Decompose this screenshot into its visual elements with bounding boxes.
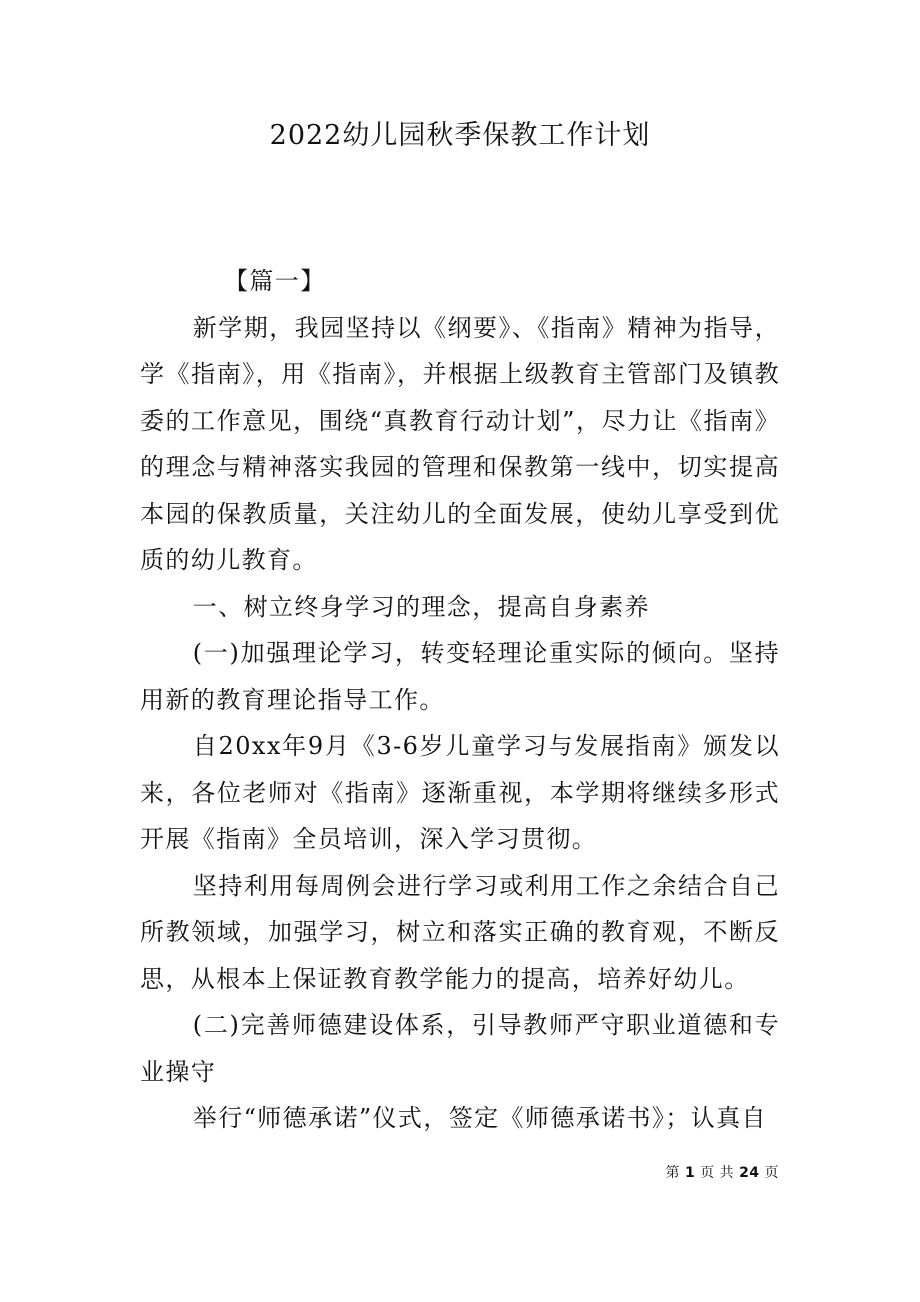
paragraph-guide-release: 自20xx年9月《3-6岁儿童学习与发展指南》颁发以来，各位老师对《指南》逐渐重视，本学期将继续多形式开展《指南》全员培训，深入学习贯彻。	[140, 732, 780, 853]
chapter-heading: 【篇一】	[224, 267, 326, 295]
section-heading-1: 一、树立终身学习的理念，提高自身素养	[192, 592, 650, 621]
paragraph-intro: 新学期，我园坚持以《纲要》、《指南》精神为指导，学《指南》，用《指南》，并根据上级教育主管部门及镇教委的工作意见，围绕“真教育行动计划”，尽力让《指南》的理念与精神落实我园的管理和保教第一线中，切实提高本园的保教质量，关注幼儿的全面发展，使幼儿享受到优质的幼儿教育。	[140, 313, 780, 574]
footer-middle: 页 共	[700, 1165, 735, 1181]
subsection-heading-1: (一)加强理论学习，转变轻理论重实际的倾向。坚持用新的教育理论指导工作。	[140, 639, 780, 714]
footer-suffix: 页	[764, 1165, 779, 1181]
document-title: 2022幼儿园秋季保教工作计划	[269, 120, 651, 151]
page-number-footer	[666, 1163, 780, 1183]
document-body	[140, 258, 780, 1142]
footer-current-page: 1	[684, 1165, 696, 1181]
paragraph-ethics-pledge: 举行“师德承诺”仪式，签定《师德承诺书》；认真自	[192, 1104, 767, 1132]
footer-total-pages: 24	[739, 1165, 760, 1181]
paragraph-weekly-study: 坚持利用每周例会进行学习或利用工作之余结合自己所教领域，加强学习，树立和落实正确的教育观，不断反思，从根本上保证教育教学能力的提高，培养好幼儿。	[140, 871, 780, 993]
subsection-heading-2: (二)完善师德建设体系，引导教师严守职业道德和专业操守	[140, 1011, 780, 1086]
footer-prefix: 第	[665, 1165, 680, 1181]
